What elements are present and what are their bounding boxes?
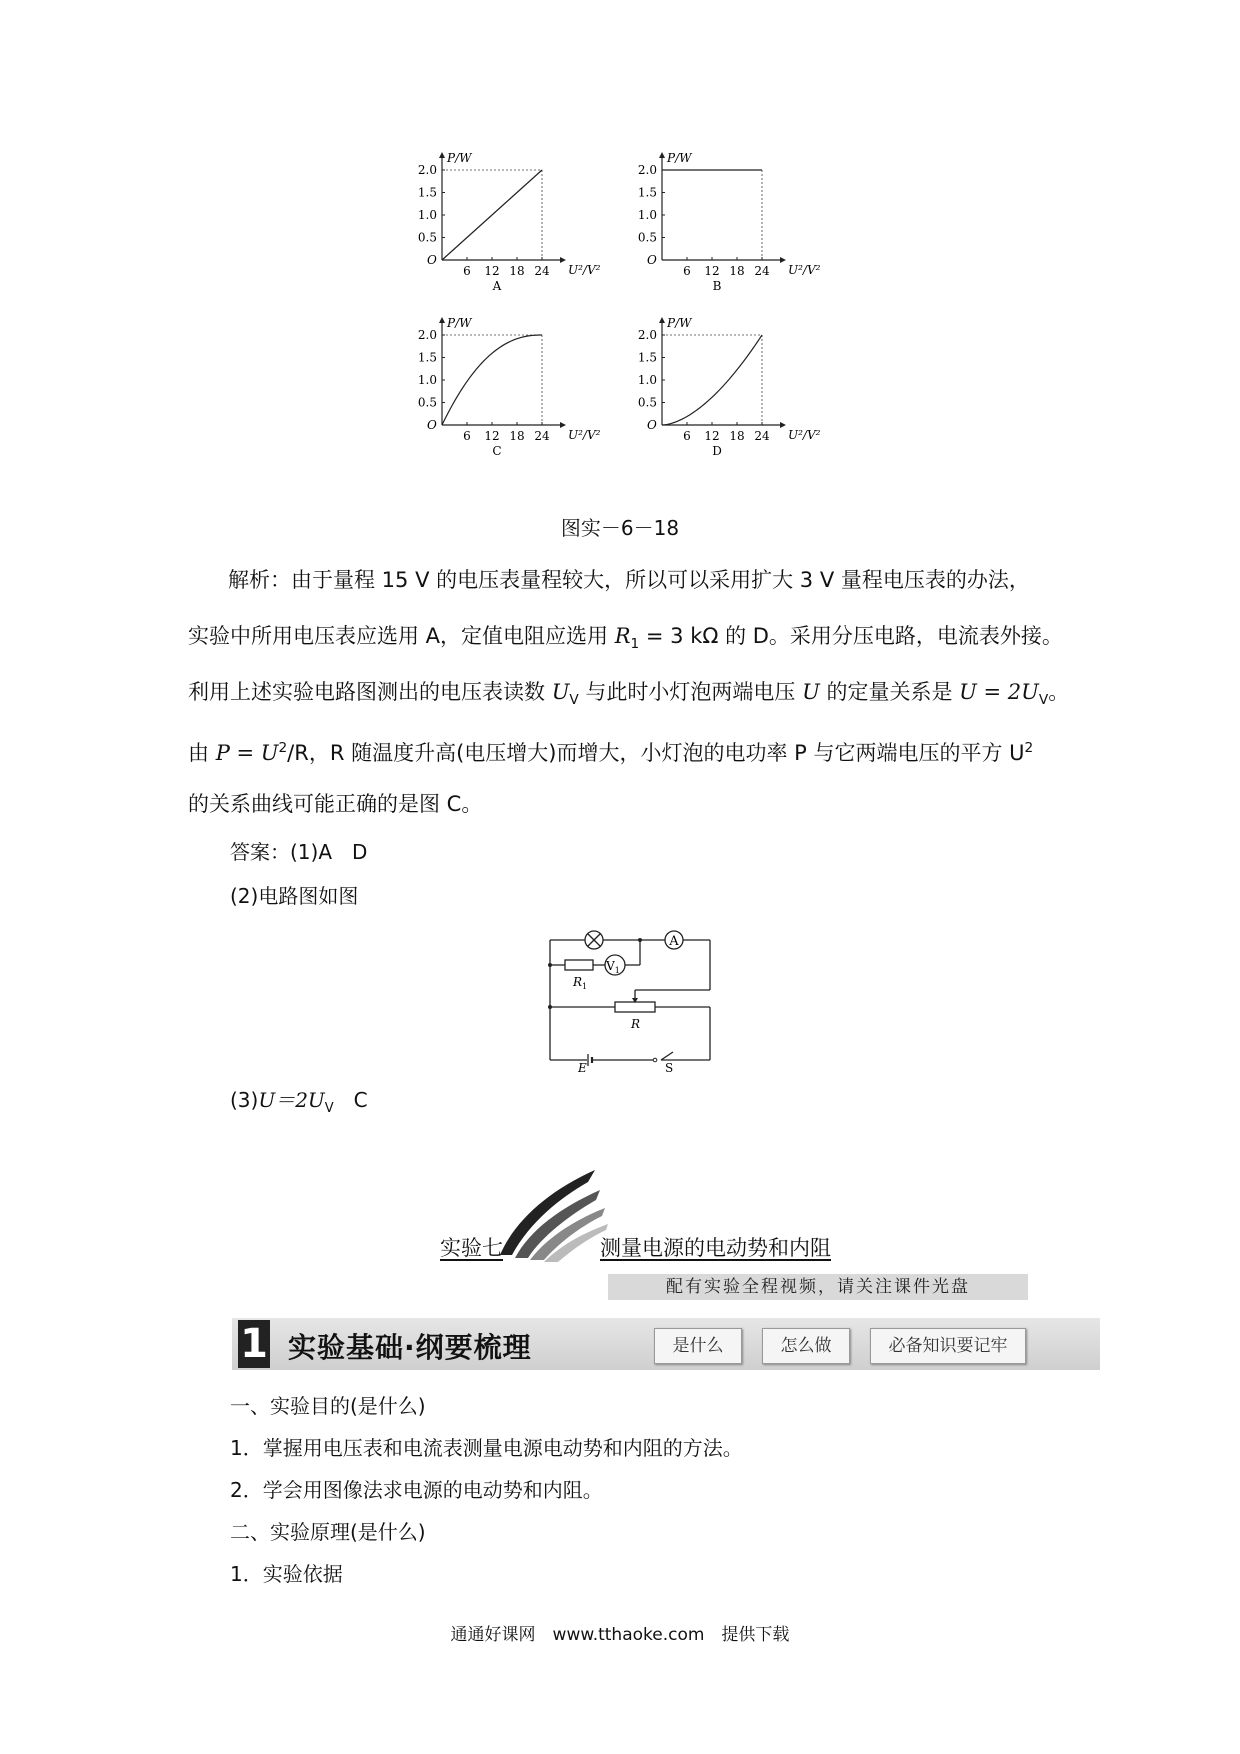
y-axis-label: P/W bbox=[447, 316, 472, 330]
circuit-diagram bbox=[545, 920, 745, 1075]
analysis-paragraph bbox=[188, 552, 1068, 842]
x-axis-label: U²/V² bbox=[788, 263, 821, 277]
page-footer: 通通好课网 www.tthaoke.com 提供下载 bbox=[450, 1625, 790, 1645]
x-tick-label: 12 bbox=[704, 264, 720, 278]
y-axis-arrow bbox=[659, 152, 665, 158]
y-axis-arrow bbox=[659, 317, 665, 323]
y-tick-label: 2.0 bbox=[637, 328, 657, 342]
x-axis-label: U²/V² bbox=[568, 263, 601, 277]
y-tick-label: 0.5 bbox=[417, 395, 437, 410]
switch-label: S bbox=[665, 1061, 674, 1075]
origin-label: O bbox=[647, 418, 657, 432]
y-tick-label: 1.5 bbox=[637, 350, 657, 365]
y-tick-label: 1.5 bbox=[417, 350, 437, 365]
panel-label: A bbox=[492, 279, 502, 293]
swoosh-graphic bbox=[420, 1160, 1040, 1290]
video-note: 配有实验全程视频，请关注课件光盘 bbox=[608, 1274, 1028, 1300]
x-tick-label: 6 bbox=[463, 429, 471, 443]
y-axis-label: P/W bbox=[447, 151, 472, 165]
section-header bbox=[232, 1318, 1100, 1370]
what-button[interactable]: 是什么 bbox=[654, 1328, 742, 1364]
x-tick-label: 12 bbox=[484, 264, 500, 278]
y-tick-label: 1.0 bbox=[417, 373, 437, 387]
x-tick-label: 6 bbox=[463, 264, 471, 278]
how-button[interactable]: 怎么做 bbox=[762, 1328, 850, 1364]
answer-2: (2)电路图如图 bbox=[230, 884, 359, 908]
y-tick-label: 2.0 bbox=[417, 163, 437, 177]
y-axis-arrow bbox=[439, 152, 445, 158]
y-axis-arrow bbox=[439, 317, 445, 323]
power-voltage-graphs bbox=[417, 150, 880, 490]
curve-d bbox=[662, 335, 762, 425]
r1-label: $R_1$ bbox=[573, 975, 588, 991]
y-tick-label: 1.5 bbox=[417, 185, 437, 200]
x-axis-arrow bbox=[560, 422, 566, 428]
y-tick-label: 2.0 bbox=[637, 163, 657, 177]
graphs-svg bbox=[417, 150, 880, 490]
heading-purpose: 一、实验目的(是什么) bbox=[230, 1394, 426, 1418]
x-tick-label: 18 bbox=[509, 264, 525, 278]
analysis-line-1: 解析：由于量程 15 V 的电压表量程较大，所以可以采用扩大 3 V 量程电压表的办法， bbox=[228, 568, 1030, 592]
origin-label: O bbox=[427, 253, 437, 267]
y-tick-label: 0.5 bbox=[417, 230, 437, 245]
x-axis-arrow bbox=[780, 422, 786, 428]
x-tick-label: 24 bbox=[754, 429, 770, 443]
battery-label: E bbox=[578, 1061, 587, 1075]
x-axis-label: U²/V² bbox=[568, 428, 601, 442]
graph-panel-b bbox=[638, 151, 821, 293]
x-tick-label: 24 bbox=[534, 264, 550, 278]
curve-c bbox=[442, 335, 542, 425]
analysis-line-3: 利用上述实验电路图测出的电压表读数 $U_V$ 与此时小灯泡两端电压 U 的定量关系是 $U = 2U_V$。 bbox=[188, 680, 1070, 709]
x-tick-label: 18 bbox=[509, 429, 525, 443]
analysis-line-5: 的关系曲线可能正确的是图 C。 bbox=[188, 792, 483, 816]
answer-3: $(3)U=2U_V$ C bbox=[230, 1088, 368, 1116]
x-axis-arrow bbox=[780, 257, 786, 263]
analysis-line-4: 由 $P = U^2/R$，R 随温度升高(电压增大)而增大，小灯泡的电功率 P 与它两端电压的平方 $U^2$ bbox=[188, 740, 1034, 765]
y-tick-label: 0.5 bbox=[637, 230, 657, 245]
purpose-item-1: 1．掌握用电压表和电流表测量电源电动势和内阻的方法。 bbox=[230, 1436, 743, 1460]
x-tick-label: 6 bbox=[683, 264, 691, 278]
curve-a bbox=[442, 170, 542, 260]
origin-label: O bbox=[647, 253, 657, 267]
panel-label: D bbox=[712, 444, 722, 458]
y-tick-label: 0.5 bbox=[637, 395, 657, 410]
section-title: 实验基础·纲要梳理 bbox=[288, 1331, 532, 1364]
x-tick-label: 6 bbox=[683, 429, 691, 443]
rheostat-label: R bbox=[631, 1017, 641, 1031]
experiment-banner bbox=[420, 1160, 1040, 1290]
graph-panel-c bbox=[418, 316, 601, 458]
x-tick-label: 24 bbox=[754, 264, 770, 278]
answer-1: 答案：(1)A D bbox=[230, 840, 368, 864]
y-tick-label: 2.0 bbox=[417, 328, 437, 342]
y-axis-label: P/W bbox=[667, 316, 692, 330]
y-axis-label: P/W bbox=[667, 151, 692, 165]
figure-caption: 图实－6－18 bbox=[560, 516, 680, 540]
circuit-svg bbox=[545, 920, 745, 1075]
graph-panel-a bbox=[418, 151, 601, 293]
y-tick-label: 1.0 bbox=[417, 208, 437, 222]
experiment-number: 实验七 bbox=[440, 1236, 503, 1260]
must-know-button[interactable]: 必备知识要记牢 bbox=[870, 1328, 1026, 1364]
heading-principle: 二、实验原理(是什么) bbox=[230, 1520, 426, 1544]
origin-label: O bbox=[427, 418, 437, 432]
y-tick-label: 1.0 bbox=[637, 208, 657, 222]
ammeter-label: A bbox=[669, 934, 679, 949]
x-tick-label: 18 bbox=[729, 429, 745, 443]
purpose-item-2: 2．学会用图像法求电源的电动势和内阻。 bbox=[230, 1478, 603, 1502]
x-axis-label: U²/V² bbox=[788, 428, 821, 442]
x-tick-label: 12 bbox=[704, 429, 720, 443]
panel-label: C bbox=[492, 444, 502, 458]
x-tick-label: 24 bbox=[534, 429, 550, 443]
x-tick-label: 12 bbox=[484, 429, 500, 443]
section-number: 1 bbox=[238, 1320, 270, 1368]
principle-item-1: 1．实验依据 bbox=[230, 1562, 343, 1586]
y-tick-label: 1.0 bbox=[637, 373, 657, 387]
analysis-line-2: 实验中所用电压表应选用 A，定值电阻应选用 $R_1 = 3$ kΩ 的 D。采用分压电路，电流表外接。 bbox=[188, 624, 1063, 653]
panel-label: B bbox=[712, 279, 722, 293]
y-tick-label: 1.5 bbox=[637, 185, 657, 200]
experiment-title: 测量电源的电动势和内阻 bbox=[600, 1236, 831, 1260]
x-axis-arrow bbox=[560, 257, 566, 263]
voltmeter-label: $V_1$ bbox=[606, 959, 620, 975]
graph-panel-d bbox=[638, 316, 821, 458]
x-tick-label: 18 bbox=[729, 264, 745, 278]
